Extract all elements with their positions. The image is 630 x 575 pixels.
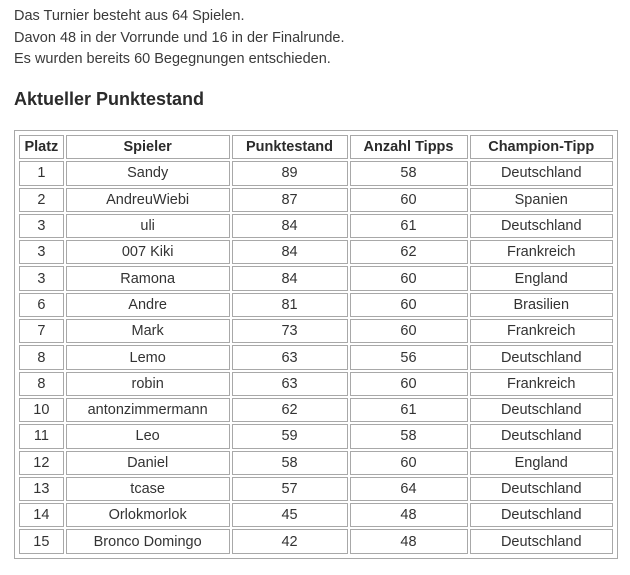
cell-anzahl-tipps: 60 — [350, 188, 468, 212]
cell-champion-tipp: Deutschland — [470, 503, 614, 527]
header-spieler: Spieler — [66, 135, 230, 159]
cell-platz: 10 — [19, 398, 64, 422]
cell-spieler: Mark — [66, 319, 230, 343]
cell-spieler: tcase — [66, 477, 230, 501]
table-row — [19, 319, 613, 343]
standings-table — [17, 133, 615, 556]
cell-spieler: Ramona — [66, 266, 230, 290]
table-row — [19, 477, 613, 501]
table-row — [19, 266, 613, 290]
cell-anzahl-tipps: 61 — [350, 214, 468, 238]
cell-punktestand: 62 — [232, 398, 348, 422]
cell-platz: 13 — [19, 477, 64, 501]
table-row — [19, 529, 613, 553]
header-champion-tipp: Champion-Tipp — [470, 135, 614, 159]
cell-spieler: antonzimmermann — [66, 398, 230, 422]
cell-punktestand: 45 — [232, 503, 348, 527]
cell-champion-tipp: Deutschland — [470, 214, 614, 238]
cell-champion-tipp: Deutschland — [470, 161, 614, 185]
cell-champion-tipp: Deutschland — [470, 477, 614, 501]
cell-punktestand: 89 — [232, 161, 348, 185]
cell-punktestand: 73 — [232, 319, 348, 343]
cell-platz: 11 — [19, 424, 64, 448]
cell-spieler: Bronco Domingo — [66, 529, 230, 553]
tournament-info — [14, 6, 614, 71]
cell-platz: 8 — [19, 372, 64, 396]
info-line-rounds: Davon 48 in der Vorrunde und 16 in der Finalrunde. — [14, 29, 345, 46]
cell-punktestand: 84 — [232, 214, 348, 238]
standings-heading: Aktueller Punktestand — [14, 89, 205, 109]
cell-spieler: Lemo — [66, 345, 230, 369]
cell-spieler: Orlokmorlok — [66, 503, 230, 527]
cell-punktestand: 84 — [232, 266, 348, 290]
cell-anzahl-tipps: 60 — [350, 293, 468, 317]
cell-punktestand: 63 — [232, 372, 348, 396]
cell-champion-tipp: Deutschland — [470, 424, 614, 448]
table-row — [19, 293, 613, 317]
info-line-decided: Es wurden bereits 60 Begegnungen entschieden. — [14, 51, 331, 67]
header-anzahl-tipps: Anzahl Tipps — [350, 135, 468, 159]
cell-spieler: Leo — [66, 424, 230, 448]
cell-spieler: Daniel — [66, 451, 230, 475]
cell-anzahl-tipps: 48 — [350, 503, 468, 527]
cell-punktestand: 58 — [232, 451, 348, 475]
cell-punktestand: 59 — [232, 424, 348, 448]
cell-platz: 15 — [19, 529, 64, 553]
info-line-games: Das Turnier besteht aus 64 Spielen. — [14, 8, 245, 24]
standings-table-container — [14, 130, 618, 559]
cell-champion-tipp: Deutschland — [470, 345, 614, 369]
cell-champion-tipp: Deutschland — [470, 398, 614, 422]
cell-punktestand: 81 — [232, 293, 348, 317]
table-row — [19, 398, 613, 422]
cell-champion-tipp: Spanien — [470, 188, 614, 212]
cell-spieler: robin — [66, 372, 230, 396]
cell-champion-tipp: Frankreich — [470, 240, 614, 264]
cell-platz: 12 — [19, 451, 64, 475]
cell-platz: 2 — [19, 188, 64, 212]
cell-champion-tipp: Frankreich — [470, 319, 614, 343]
cell-punktestand: 57 — [232, 477, 348, 501]
cell-spieler: 007 Kiki — [66, 240, 230, 264]
cell-anzahl-tipps: 58 — [350, 424, 468, 448]
cell-anzahl-tipps: 58 — [350, 161, 468, 185]
cell-anzahl-tipps: 48 — [350, 529, 468, 553]
cell-punktestand: 63 — [232, 345, 348, 369]
cell-anzahl-tipps: 61 — [350, 398, 468, 422]
cell-anzahl-tipps: 60 — [350, 266, 468, 290]
standings-table-body — [19, 161, 613, 553]
table-row — [19, 161, 613, 185]
cell-platz: 14 — [19, 503, 64, 527]
table-row — [19, 188, 613, 212]
cell-platz: 7 — [19, 319, 64, 343]
cell-champion-tipp: Frankreich — [470, 372, 614, 396]
cell-champion-tipp: Brasilien — [470, 293, 614, 317]
table-row — [19, 345, 613, 369]
cell-punktestand: 87 — [232, 188, 348, 212]
cell-platz: 3 — [19, 240, 64, 264]
cell-punktestand: 42 — [232, 529, 348, 553]
cell-anzahl-tipps: 60 — [350, 372, 468, 396]
header-row — [19, 135, 613, 159]
cell-anzahl-tipps: 64 — [350, 477, 468, 501]
cell-spieler: uli — [66, 214, 230, 238]
cell-champion-tipp: England — [470, 266, 614, 290]
table-row — [19, 214, 613, 238]
header-platz: Platz — [19, 135, 64, 159]
cell-punktestand: 84 — [232, 240, 348, 264]
table-row — [19, 372, 613, 396]
cell-platz: 3 — [19, 266, 64, 290]
header-punktestand: Punktestand — [232, 135, 348, 159]
cell-anzahl-tipps: 62 — [350, 240, 468, 264]
cell-spieler: Andre — [66, 293, 230, 317]
table-row — [19, 451, 613, 475]
cell-spieler: AndreuWiebi — [66, 188, 230, 212]
cell-champion-tipp: England — [470, 451, 614, 475]
table-row — [19, 424, 613, 448]
cell-platz: 6 — [19, 293, 64, 317]
cell-spieler: Sandy — [66, 161, 230, 185]
standings-table-header — [19, 135, 613, 159]
cell-anzahl-tipps: 56 — [350, 345, 468, 369]
table-row — [19, 503, 613, 527]
cell-platz: 8 — [19, 345, 64, 369]
cell-anzahl-tipps: 60 — [350, 319, 468, 343]
table-row — [19, 240, 613, 264]
cell-champion-tipp: Deutschland — [470, 529, 614, 553]
cell-anzahl-tipps: 60 — [350, 451, 468, 475]
cell-platz: 3 — [19, 214, 64, 238]
cell-platz: 1 — [19, 161, 64, 185]
